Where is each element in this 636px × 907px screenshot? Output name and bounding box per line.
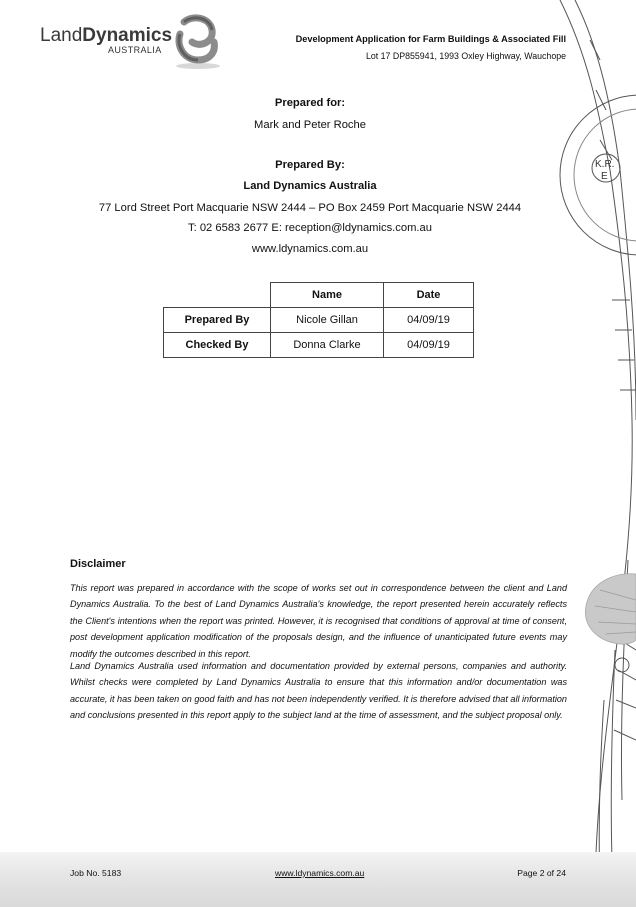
company-name: Land Dynamics Australia xyxy=(243,180,377,192)
table-row xyxy=(164,333,474,358)
row-name: Donna Clarke xyxy=(271,333,384,358)
column-header-date: Date xyxy=(384,283,474,308)
map-label-kre-line2: E xyxy=(601,171,608,182)
document-title: Development Application for Farm Buildings & Associated Fill xyxy=(295,34,566,44)
row-date: 04/09/19 xyxy=(384,308,474,333)
table-row xyxy=(164,308,474,333)
logo-knot-icon xyxy=(170,12,226,70)
prepared-for-value: Mark and Peter Roche xyxy=(254,119,366,131)
logo-subtitle: AUSTRALIA xyxy=(108,45,162,55)
disclaimer-paragraph-1: This report was prepared in accordance with the scope of works set out in correspondence between the client and Land Dynamics Australia. To the best of Land Dynamics Australia's knowledge, the report presented herein accurately reflects the Client's intentions when the report was printed. However, it is recognised that conditions of approval at time of consent, post development application modification of the proposals design, and the influence of unanticipated future events may modify the outcomes described in this report. xyxy=(70,583,567,659)
document-subtitle: Lot 17 DP855941, 1993 Oxley Highway, Wauchope xyxy=(365,51,566,61)
row-label: Checked By xyxy=(164,333,271,358)
logo-land-text: Land xyxy=(40,25,83,46)
company-contact: T: 02 6583 2677 E: reception@ldynamics.com.au xyxy=(188,222,432,234)
column-header-name: Name xyxy=(271,283,384,308)
logo-wordmark xyxy=(40,25,172,47)
table-corner-cell xyxy=(164,283,271,308)
footer-website-link[interactable]: www.ldynamics.com.au xyxy=(275,868,365,878)
footer-page-number: Page 2 of 24 xyxy=(517,868,566,878)
company-address: 77 Lord Street Port Macquarie NSW 2444 – PO Box 2459 Port Macquarie NSW 2444 xyxy=(98,202,522,214)
disclaimer-title: Disclaimer xyxy=(70,558,126,570)
row-label: Prepared By xyxy=(164,308,271,333)
logo-dynamics-text: Dynamics xyxy=(82,25,173,46)
table-header-row xyxy=(164,283,474,308)
sign-off-table xyxy=(163,282,474,358)
footer-band xyxy=(0,852,636,907)
footer-job-number: Job No. 5183 xyxy=(70,868,122,878)
disclaimer-paragraph-2: Land Dynamics Australia used information and documentation provided by external persons, companies and authority. Whilst checks were completed by Land Dynamics Australia to ensure that this information and/or documentation was accurate, it has been taken on good faith and has not been independently verified. It is therefore advised that all information and conclusions presented in this report apply to the subject land at the time of assessment, and the subject proposal only. xyxy=(70,661,567,721)
company-website: www.ldynamics.com.au xyxy=(251,243,369,255)
row-date: 04/09/19 xyxy=(384,333,474,358)
prepared-by-label: Prepared By: xyxy=(275,159,345,171)
prepared-for-label: Prepared for: xyxy=(274,97,346,109)
row-name: Nicole Gillan xyxy=(271,308,384,333)
map-label-kre-line1: K.R. xyxy=(595,159,615,170)
